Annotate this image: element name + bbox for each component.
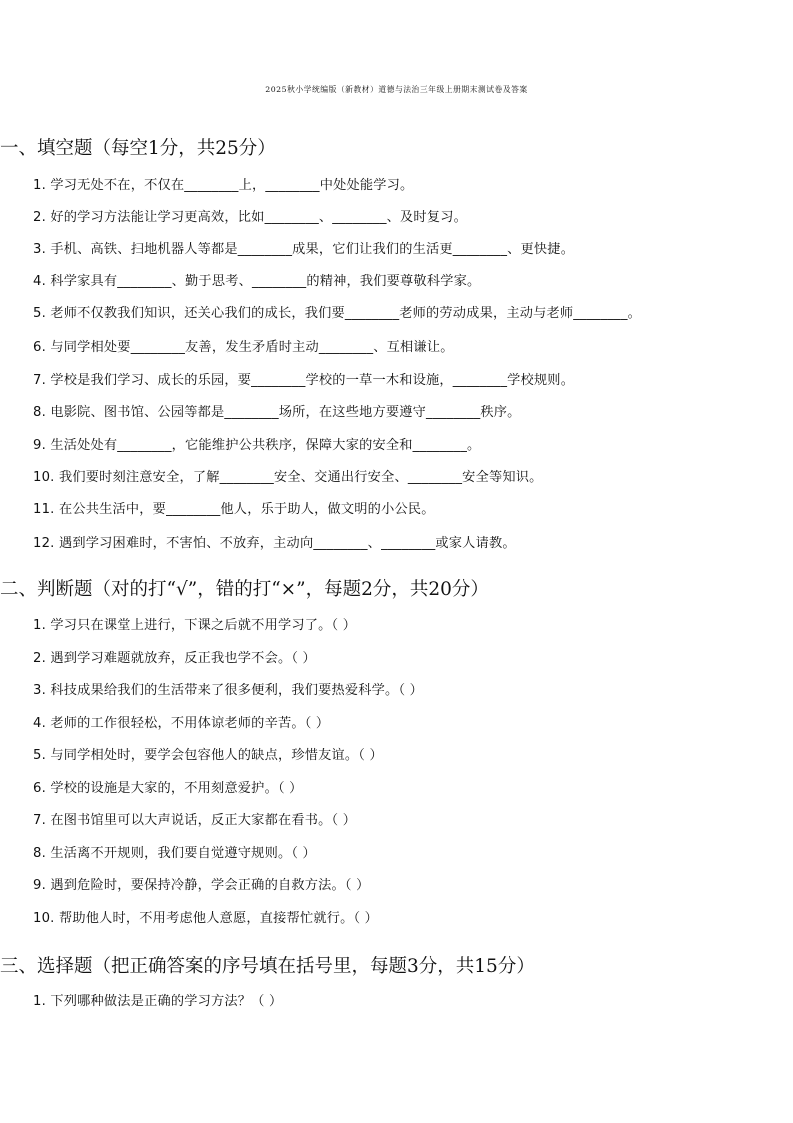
question-item: 12. 遇到学习困难时，不害怕、不放弃，主动向________、________或家人请教。 <box>33 536 516 551</box>
page-title: 2025秋小学统编版（新教材）道德与法治三年级上册期末测试卷及答案 <box>265 85 528 94</box>
question-item: 8. 生活离不开规则，我们要自觉遵守规则。（ ） <box>33 846 316 861</box>
question-item: 7. 在图书馆里可以大声说话，反正大家都在看书。（ ） <box>33 813 357 828</box>
question-item: 10. 我们要时刻注意安全，了解________安全、交通出行安全、________安全等知识。 <box>33 470 543 485</box>
question-item: 4. 老师的工作很轻松，不用体谅老师的辛苦。（ ） <box>33 716 330 731</box>
question-item: 6. 学校的设施是大家的，不用刻意爱护。（ ） <box>33 781 303 796</box>
question-item: 2. 好的学习方法能让学习更高效，比如________、________、及时复习。 <box>33 210 467 225</box>
question-item: 5. 与同学相处时，要学会包容他人的缺点，珍惜友谊。（ ） <box>33 748 383 763</box>
question-item: 10. 帮助他人时，不用考虑他人意愿，直接帮忙就行。（ ） <box>33 911 379 926</box>
question-item: 1. 下列哪种做法是正确的学习方法？（ ） <box>33 994 283 1009</box>
question-item: 3. 手机、高铁、扫地机器人等都是________成果，它们让我们的生活更________、更快捷。 <box>33 242 575 257</box>
question-item: 1. 学习只在课堂上进行，下课之后就不用学习了。（ ） <box>33 618 357 633</box>
question-item: 6. 与同学相处要________友善，发生矛盾时主动________、互相谦让。 <box>33 340 454 355</box>
question-item: 5. 老师不仅教我们知识，还关心我们的成长，我们要________老师的劳动成果，主动与老师________。 <box>33 306 642 321</box>
question-item: 7. 学校是我们学习、成长的乐园，要________学校的一草一木和设施，________学校规则。 <box>33 373 575 388</box>
question-item: 8. 电影院、图书馆、公园等都是________场所，在这些地方要遵守________秩序。 <box>33 405 521 420</box>
section-heading-fill-in: 一、填空题（每空1分，共25分） <box>0 138 276 159</box>
question-item: 9. 遇到危险时，要保持冷静，学会正确的自救方法。（ ） <box>33 878 370 893</box>
question-item: 2. 遇到学习难题就放弃，反正我也学不会。（ ） <box>33 651 316 666</box>
question-item: 1. 学习无处不在，不仅在________上，________中处处能学习。 <box>33 178 414 193</box>
question-item: 3. 科技成果给我们的生活带来了很多便利，我们要热爱科学。（ ） <box>33 683 424 698</box>
question-item: 11. 在公共生活中，要________他人，乐于助人，做文明的小公民。 <box>33 502 435 517</box>
section-heading-multiple-choice: 三、选择题（把正确答案的序号填在括号里，每题3分，共15分） <box>0 956 535 977</box>
section-heading-true-false: 二、判断题（对的打“√”，错的打“×”，每题2分，共20分） <box>0 579 489 600</box>
question-item: 9. 生活处处有________，它能维护公共秩序，保障大家的安全和________。 <box>33 438 481 453</box>
question-item: 4. 科学家具有________、勤于思考、________的精神，我们要尊敬科学家。 <box>33 274 481 289</box>
